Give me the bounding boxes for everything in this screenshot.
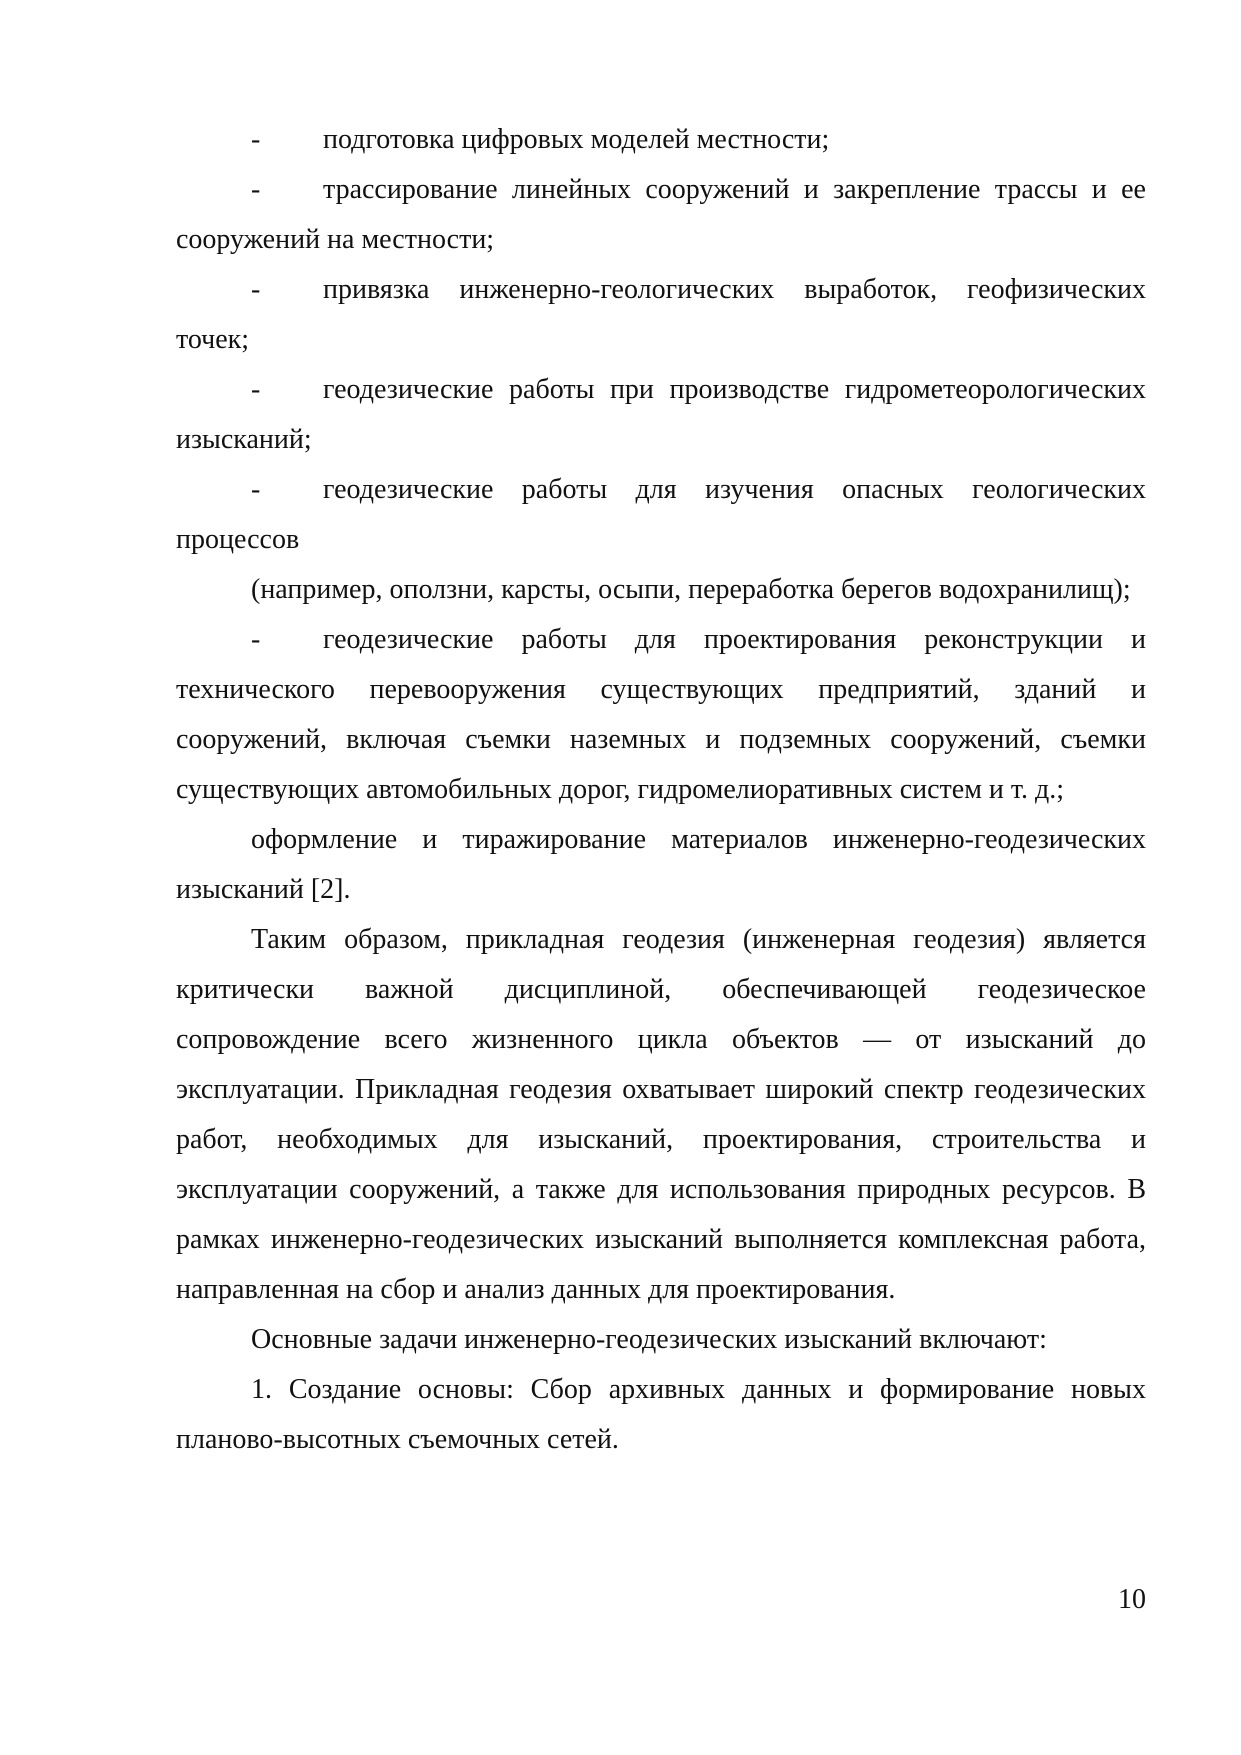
list-item <box>176 465 1146 565</box>
list-item <box>176 265 1146 365</box>
list-item <box>176 615 1146 815</box>
list-dash: - <box>251 474 261 505</box>
formatting-item: оформление и тиражирование материалов инженерно-геодезических изысканий [2]. <box>176 824 1146 905</box>
list-dash: - <box>251 374 261 405</box>
list-item <box>176 165 1146 265</box>
tasks-intro: Основные задачи инженерно-геодезических изысканий включают: <box>251 1324 1047 1355</box>
list-item-text: трассирование линейных сооружений и закрепление трассы и ее сооружений на местности; <box>176 174 1146 255</box>
list-item-continuation: (например, оползни, карсты, осыпи, переработка берегов водохранилищ); <box>251 574 1131 605</box>
conclusion-paragraph: Таким образом, прикладная геодезия (инженерная геодезия) является критически важной дисциплиной, обеспечивающей геодезическое сопровождение всего жизненного цикла объектов — от изысканий до эксплуатации. Прикладная геодезия охватывает широкий спектр геодезических работ, необходимых для изысканий, проектирования, строительства и эксплуатации сооружений, а также для использования природных ресурсов. В рамках инженерно-геодезических изысканий выполняется комплексная работа, направленная на сбор и анализ данных для проектирования. <box>176 924 1146 1305</box>
list-dash: - <box>251 624 261 655</box>
list-item-text: геодезические работы для изучения опасных геологических процессов <box>176 474 1146 555</box>
list-item-text: геодезические работы при производстве гидрометеорологических изысканий; <box>176 374 1146 455</box>
list-item <box>176 115 1146 165</box>
list-item <box>176 365 1146 465</box>
list-dash: - <box>251 124 261 155</box>
list-item-text: привязка инженерно-геологических выработок, геофизических точек; <box>176 274 1146 355</box>
document-body <box>176 115 1146 1465</box>
page-number: 10 <box>1118 1584 1146 1615</box>
list-item-text: подготовка цифровых моделей местности; <box>323 124 830 155</box>
list-item-text: геодезические работы для проектирования реконструкции и технического перевооружения существующих предприятий, зданий и сооружений, включая съемки наземных и подземных сооружений, съемки существующих автомобильных дорог, гидромелиоративных систем и т. д.; <box>176 624 1146 805</box>
task-item: 1. Создание основы: Сбор архивных данных и формирование новых планово-высотных съемочных сетей. <box>176 1374 1146 1455</box>
list-dash: - <box>251 174 261 205</box>
list-dash: - <box>251 274 261 305</box>
